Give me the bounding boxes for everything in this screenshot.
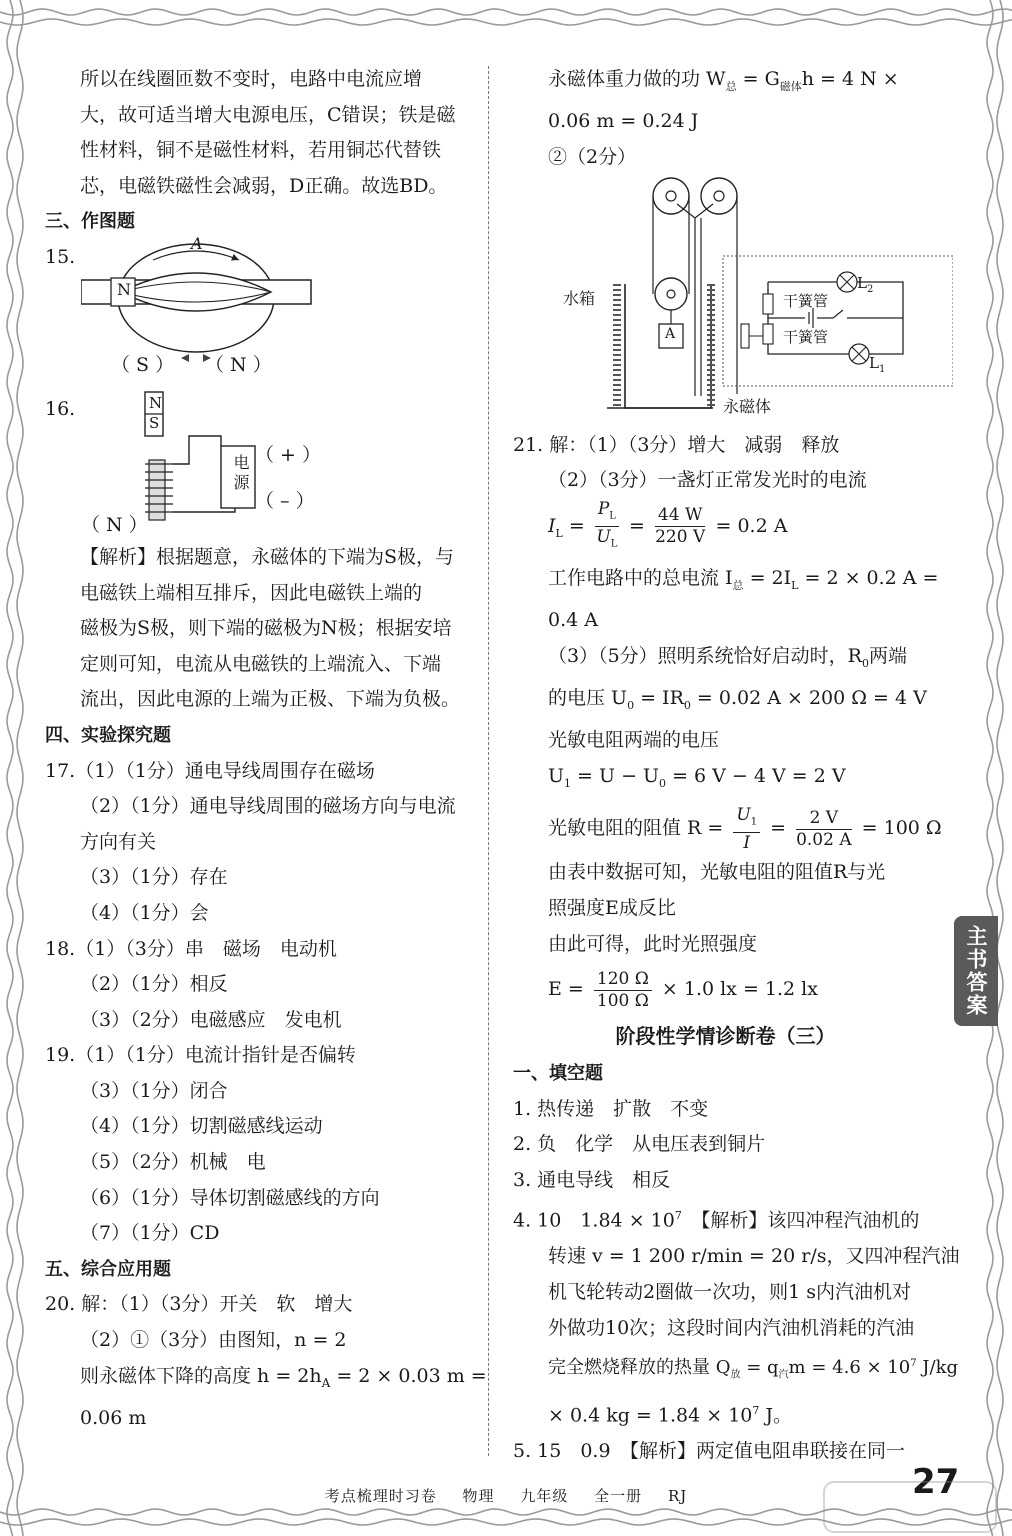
analysis-line: 定则可知，电流从电磁铁的上端流入、下端 <box>80 652 442 675</box>
answer-line: （3）（1分）存在 <box>80 866 228 889</box>
answer-line: 方向有关 <box>80 830 157 853</box>
lamp-l1-label: $L_1$ <box>869 353 886 375</box>
answer-line: 机飞轮转动2圈做一次功，则1 s内汽油机对 <box>548 1280 911 1303</box>
pulley-circuit-figure <box>513 176 938 428</box>
current-direction-label: A <box>191 233 203 253</box>
answer-line: 0.4 A <box>548 608 598 631</box>
answer-line: （3）（2分）电磁感应 发电机 <box>80 1008 342 1031</box>
reed-switch-label: 干簧管 <box>783 327 829 346</box>
text-line: 芯，电磁铁磁性会减弱，D正确。故选BD。 <box>80 174 448 197</box>
text-line: 所以在线圈匝数不变时，电路中电流应增 <box>80 68 423 90</box>
footer-edition: RJ <box>667 1487 688 1505</box>
magnet-n-label: N <box>149 393 163 412</box>
permanent-magnet-label: 永磁体 <box>723 396 772 416</box>
footer-book: 考点梳理时习卷 <box>324 1487 437 1505</box>
answer-line: 完全燃烧释放的热量 $Q_放 = q_汽m = 4.6 \times 10^7$ J/kg <box>548 1357 959 1381</box>
equation: E = $\frac{120 \Omega}{100 \Omega}$ × 1.0 lx = 1.2 lx <box>548 968 818 1011</box>
answer-line: 2. 负 化学 从电压表到铜片 <box>513 1133 766 1156</box>
answer-line: 20. 解：（1）（3分）开关 软 增大 <box>45 1293 353 1316</box>
answer-line: 光敏电阻两端的电压 <box>548 729 720 752</box>
section-heading: 一、填空题 <box>513 1063 603 1085</box>
answer-line: 3. 通电导线 相反 <box>513 1168 671 1191</box>
column-divider <box>488 66 489 1456</box>
answer-line: （4）（1分）切割磁感线运动 <box>80 1115 323 1138</box>
side-tab-answers: 主书答案 <box>954 916 998 1026</box>
answer-line: ②（2分） <box>548 145 637 168</box>
answer-blank: （ S ） <box>111 353 175 376</box>
answer-line: 0.06 m = 0.24 J <box>548 110 699 133</box>
answer-line: （4）（1分）会 <box>80 901 209 924</box>
question-16 <box>45 393 470 540</box>
equation: $I_L$ = $\frac{P_L}{U_L}$ = $\frac{44 W}{220 V}$ = 0.2 A <box>548 498 788 550</box>
answer-line: （3）（5分）照明系统恰好启动时，$R_0$两端 <box>548 644 907 670</box>
left-column <box>45 62 487 1437</box>
answer-line: 19.（1）（1分）电流计指针是否偏转 <box>45 1044 356 1067</box>
answer-line: 则永磁体下降的高度 $h = 2h_A = 2 \times 0.03$ m = <box>80 1364 487 1390</box>
analysis-line: 流出，因此电源的上端为正极、下端为负极。 <box>80 688 461 711</box>
page-number: 27 <box>912 1462 960 1502</box>
answer-line: （3）（1分）闭合 <box>80 1079 228 1102</box>
section-heading: 四、实验探究题 <box>45 724 171 746</box>
answer-blank: （ N ） <box>205 353 272 376</box>
answer-line: $U_1 = U - U_0 = 6$ V − 4 V = 2 V <box>548 764 846 790</box>
analysis-line: 【解析】根据题意，永磁体的下端为S极，与 <box>80 545 455 568</box>
section-heading: 五、综合应用题 <box>45 1258 171 1280</box>
answer-line: （2）（1分）相反 <box>80 973 228 996</box>
answer-line: 永磁体重力做的功 $W_总 = G_{磁体}h = 4$ N × <box>548 68 899 93</box>
answer-line: （5）（2分）机械 电 <box>80 1151 266 1174</box>
analysis-line: 磁极为S极，则下端的磁极为N极；根据安培 <box>80 617 452 640</box>
answer-line: （2）①（3分）由图知，n = 2 <box>80 1329 347 1352</box>
lamp-l2-label: $L_2$ <box>857 273 874 295</box>
answer-line: 1. 热传递 扩散 不变 <box>513 1097 709 1120</box>
answer-line: （2）（3分）一盏灯正常发光时的电流 <box>548 469 867 492</box>
answer-line: （2）（1分）通电导线周围的磁场方向与电流 <box>80 795 456 818</box>
answer-line: 工作电路中的总电流 $I_总 = 2I_L = 2 \times 0.2$ A = <box>548 566 939 592</box>
reed-switch-label: 干簧管 <box>783 291 829 310</box>
footer-volume: 全一册 <box>594 1487 643 1505</box>
analysis-line: 电磁铁上端相互排斥，因此电磁铁上端的 <box>80 581 423 604</box>
equation: 光敏电阻的阻值 R = $\frac{U_1}{I}$ = $\frac{2 V}{0.02 A}$ = 100 Ω <box>548 804 942 853</box>
answer-blank: （ + ） <box>255 443 321 466</box>
question-number: 15. <box>45 245 76 268</box>
answer-line: 5. 15 0.9 【解析】两定值电阻串联接在同一 <box>513 1440 906 1463</box>
magnet-s-label: S <box>149 413 160 432</box>
answer-line: 21. 解：（1）（3分）增大 减弱 释放 <box>513 433 840 456</box>
question-number: 16. <box>45 397 76 420</box>
right-column <box>513 62 960 1470</box>
answer-line: 外做功10次；这段时间内汽油机消耗的汽油 <box>548 1316 915 1339</box>
footer-subject: 物理 <box>462 1487 495 1505</box>
water-tank-label: 水箱 <box>563 288 596 308</box>
answer-line: 0.06 m <box>80 1407 147 1430</box>
answer-line: 18.（1）（3分）串 磁场 电动机 <box>45 937 337 960</box>
watermark-logo <box>820 1478 1000 1536</box>
answer-blank: （ N ） <box>81 513 148 536</box>
text-line: 大，故可适当增大电源电压，C错误；铁是磁 <box>80 103 456 126</box>
answer-line: 4. 10 $1.84 \times 10^7$ 【解析】该四冲程汽油机的 <box>513 1209 920 1232</box>
pulley-tank-circuit-diagram <box>553 176 953 428</box>
section-heading: 三、作图题 <box>45 211 135 233</box>
answer-line: （6）（1分）导体切割磁感线的方向 <box>80 1186 380 1209</box>
answer-line: （7）（1分）CD <box>80 1222 220 1245</box>
answer-line: 17.（1）（1分）通电导线周围存在磁场 <box>45 759 375 782</box>
exam-title: 阶段性学情诊断卷（三） <box>615 1024 836 1049</box>
footer-grade: 九年级 <box>520 1487 569 1505</box>
answer-line: 转速 v = 1 200 r/min = 20 r/s，又四冲程汽油 <box>548 1245 960 1268</box>
answer-line: 由此可得，此时光照强度 <box>548 932 758 955</box>
answer-blank: （ – ） <box>255 489 315 512</box>
weight-a-label: A <box>665 325 676 342</box>
answer-line: × 0.4 kg = $1.84 \times 10^7$ J。 <box>548 1404 793 1427</box>
answer-line: 照强度E成反比 <box>548 896 676 919</box>
power-source-label: 电源 <box>231 453 250 494</box>
text-line: 性材料，铜不是磁性材料，若用铜芯代替铁 <box>80 139 442 162</box>
question-15 <box>45 233 470 400</box>
answer-line: 由表中数据可知，光敏电阻的阻值R与光 <box>548 861 886 884</box>
n-pole-label: N <box>117 279 131 299</box>
answer-line: 的电压 $U_0 = IR_0 = 0.02$ A × 200 Ω = 4 V <box>548 686 927 712</box>
